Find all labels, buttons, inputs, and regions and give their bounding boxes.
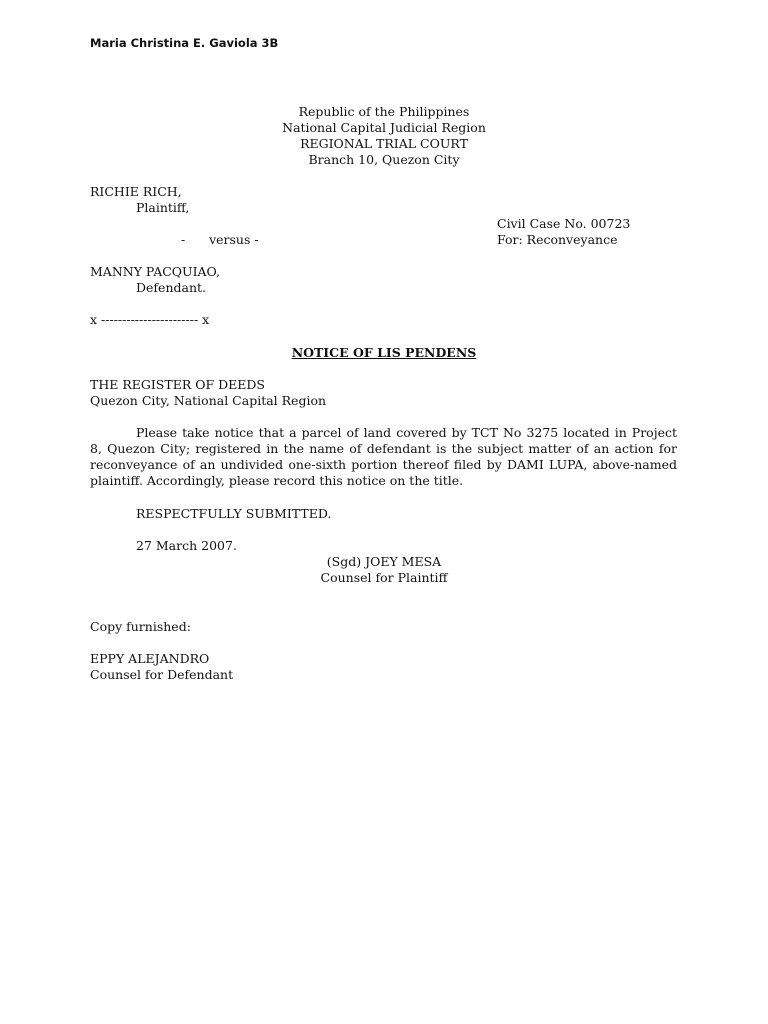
closing-line: RESPECTFULLY SUBMITTED. — [136, 506, 332, 521]
author-line: Maria Christina E. Gaviola 3B — [90, 36, 279, 50]
court-line-4: Branch 10, Quezon City — [308, 152, 460, 167]
court-line-2: National Capital Judicial Region — [282, 120, 486, 135]
court-line-1: Republic of the Philippines — [298, 104, 470, 119]
copy-recipient-name: EPPY ALEJANDRO — [90, 651, 210, 666]
plaintiff-role: Plaintiff, — [136, 200, 190, 215]
court-line-3: REGIONAL TRIAL COURT — [300, 136, 468, 151]
signatory-role: Counsel for Plaintiff — [320, 570, 448, 585]
addressee-line-1: THE REGISTER OF DEEDS — [90, 377, 265, 392]
plaintiff-name: RICHIE RICH, — [90, 184, 182, 199]
document-title: NOTICE OF LIS PENDENS — [291, 345, 477, 360]
defendant-name: MANNY PACQUIAO, — [90, 264, 221, 279]
versus-label: - versus - — [181, 232, 259, 247]
caption-separator: x ----------------------- x — [90, 312, 210, 327]
defendant-role: Defendant. — [136, 280, 206, 295]
case-nature: For: Reconveyance — [497, 232, 618, 247]
copy-furnished-label: Copy furnished: — [90, 619, 191, 634]
copy-recipient-role: Counsel for Defendant — [90, 667, 234, 682]
document-date: 27 March 2007. — [136, 538, 237, 553]
signatory-name: (Sgd) JOEY MESA — [326, 554, 442, 569]
addressee-line-2: Quezon City, National Capital Region — [90, 393, 327, 408]
case-number: Civil Case No. 00723 — [497, 216, 631, 231]
body-paragraph: Please take notice that a parcel of land covered by TCT No 3275 located in Project 8, Quezon City; registered in the name of defendant is the subject matter of an action for reconveyance of an undivided one-sixth portion thereof filed by DAMI LUPA, above-named plaintiff. Accordingly, please record this notice on the title. — [90, 425, 677, 488]
